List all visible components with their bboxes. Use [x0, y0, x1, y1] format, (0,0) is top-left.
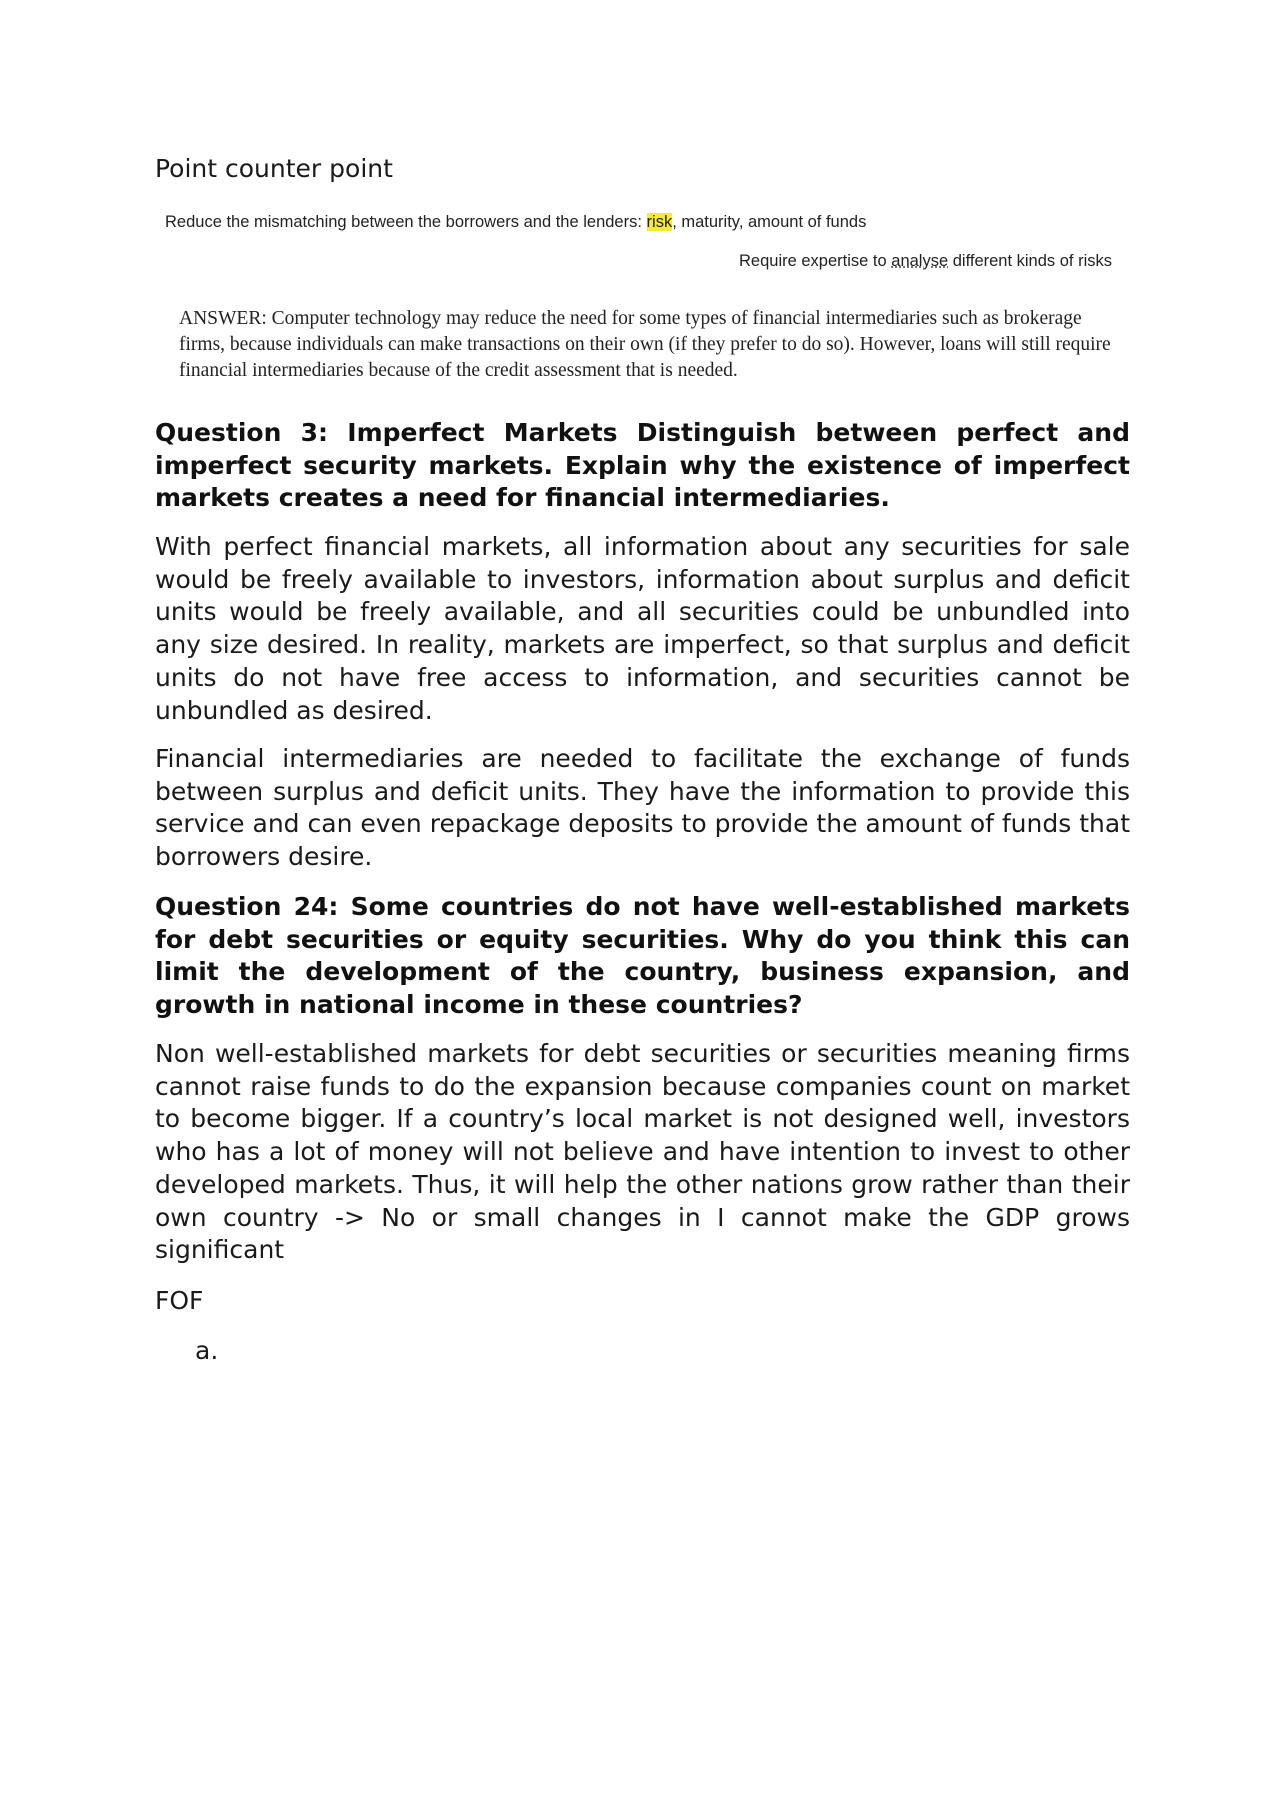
answer-3-paragraph-2: Financial intermediaries are needed to facilitate the exchange of funds between surplus and deficit units. They have the information to provide this service and can even repackage deposits to provide the amount of funds that borrowers desire.	[155, 744, 1130, 872]
clip-text: Reduce the mismatching between the borrowers and the lenders:	[165, 213, 647, 231]
underlined-word: analyse	[891, 252, 949, 270]
clip-text: , maturity, amount of funds	[672, 213, 867, 231]
highlighted-word: risk	[646, 213, 673, 231]
fof-label: FOF	[155, 1286, 204, 1315]
answer-24: Non well-established markets for debt securities or securities meaning firms cannot raise funds to do the expansion because companies count on market to become bigger. If a country’s local market is not designed well, investors who has a lot of money will not believe and have intention to invest to other developed markets. Thus, it will help the other nations grow rather than their own country -> No or small changes in I cannot make the GDP grows significant	[155, 1039, 1130, 1265]
answer-3-paragraph-1: With perfect financial markets, all information about any securities for sale would be freely available to investors, information about surplus and deficit units would be freely available, and all securities could be unbundled into any size desired. In reality, markets are imperfect, so that surplus and deficit units do not have free access to information, and securities cannot be unbundled as desired.	[155, 532, 1130, 725]
question-24: Question 24: Some countries do not have well-established markets for debt securities or equity securities. Why do you think this can limit the development of the country, business expansion, and growth in national income in these countries?	[155, 892, 1130, 1020]
question-3: Question 3: Imperfect Markets Distinguish between perfect and imperfect security markets. Explain why the existence of imperfect markets creates a need for financial intermediaries.	[155, 418, 1130, 513]
list-item-marker: a.	[195, 1336, 219, 1365]
answer-excerpt: ANSWER: Computer technology may reduce the need for some types of financial intermediaries such as brokerage firms, because individuals can make transactions on their own (if they prefer to do so). However, loans will still require financial intermediaries because of the credit assessment that is needed.	[179, 308, 1111, 381]
screenshot-line-2	[739, 252, 1112, 271]
screenshot-line-1	[165, 213, 1015, 232]
section-heading: Point counter point	[155, 154, 393, 183]
clip-text: Require expertise to	[739, 252, 892, 270]
clip-text: different kinds of risks	[948, 252, 1112, 270]
